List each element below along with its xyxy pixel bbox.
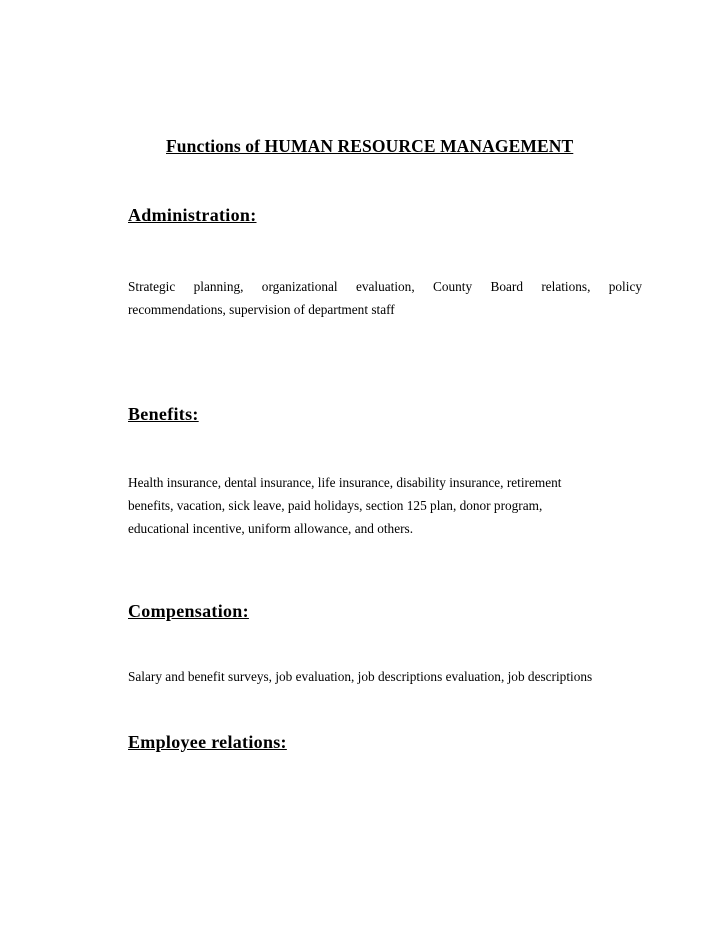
section-heading-benefits: Benefits: [128, 404, 199, 424]
section-heading-compensation: Compensation: [128, 601, 249, 621]
paragraph-line: Health insurance, dental insurance, life insurance, disability insurance, retirement [128, 475, 562, 490]
paragraph-line: Strategic planning, organizational evaluation, County Board relations, policy [128, 279, 642, 294]
document-title: Functions of HUMAN RESOURCE MANAGEMENT [166, 136, 574, 156]
paragraph-line: recommendations, supervision of department staff [128, 302, 395, 317]
paragraph-line: benefits, vacation, sick leave, paid holidays, section 125 plan, donor program, [128, 498, 543, 513]
section-body-administration [128, 275, 642, 321]
section-heading-administration: Administration: [128, 205, 257, 225]
section-heading-employee-relations: Employee relations: [128, 732, 287, 752]
paragraph-line: educational incentive, uniform allowance, and others. [128, 521, 414, 536]
section-body-compensation [128, 665, 642, 688]
paragraph-line: Salary and benefit surveys, job evaluation, job descriptions evaluation, job descriptions [128, 669, 593, 684]
section-body-benefits [128, 471, 642, 540]
